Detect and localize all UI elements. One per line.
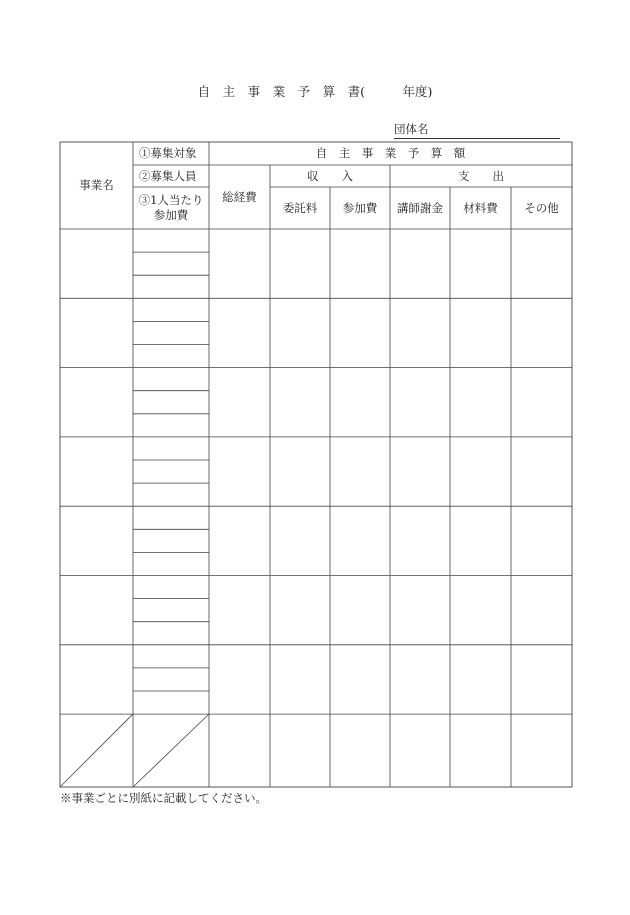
sanka-input[interactable] xyxy=(330,645,390,714)
sonota-input[interactable] xyxy=(511,576,572,645)
total-cost-input[interactable] xyxy=(209,645,270,714)
total-cost-input[interactable] xyxy=(209,576,270,645)
page-title: 自 主 事 業 予 算 書( 年度) xyxy=(197,84,433,99)
project-name-input[interactable] xyxy=(60,368,133,437)
total-cost-input[interactable] xyxy=(209,437,270,506)
per-person-fee-input[interactable] xyxy=(133,345,209,368)
koshi-input[interactable] xyxy=(390,368,450,437)
project-name-input[interactable] xyxy=(60,229,133,298)
project-name-input[interactable] xyxy=(60,645,133,714)
itaku-input[interactable] xyxy=(270,506,330,575)
per-person-fee-input[interactable] xyxy=(133,275,209,298)
koshi-input[interactable] xyxy=(390,506,450,575)
header-recruit-count: ②募集人員 xyxy=(139,168,197,183)
project-name-input[interactable] xyxy=(60,506,133,575)
sonota-input[interactable] xyxy=(511,645,572,714)
recruit-count-input[interactable] xyxy=(133,668,209,691)
koshi-input[interactable] xyxy=(390,645,450,714)
zairyo-input[interactable] xyxy=(450,298,511,367)
itaku-input[interactable] xyxy=(270,368,330,437)
recruit-count-input[interactable] xyxy=(133,599,209,622)
zairyo-input[interactable] xyxy=(450,368,511,437)
sonota-input[interactable] xyxy=(511,437,572,506)
sanka-input[interactable] xyxy=(330,368,390,437)
zairyo-input[interactable] xyxy=(450,645,511,714)
recruit-target-input[interactable] xyxy=(133,229,209,252)
organization-name-field[interactable]: 団体名 xyxy=(394,121,560,139)
recruit-target-input[interactable] xyxy=(133,506,209,529)
per-person-fee-input[interactable] xyxy=(133,622,209,645)
recruit-count-input[interactable] xyxy=(133,529,209,552)
header-expense: 支 出 xyxy=(458,168,504,183)
project-name-input[interactable] xyxy=(60,298,133,367)
header-project-name: 事業名 xyxy=(79,178,114,192)
itaku-input[interactable] xyxy=(270,229,330,298)
diagonal-project xyxy=(60,714,133,787)
header-per-person-fee: ③1人当たり 参加費 xyxy=(138,193,204,222)
footnote: ※事業ごとに別紙に記載してください。 xyxy=(60,791,267,805)
header-income-itaku: 委託料 xyxy=(282,200,318,215)
total-cost-input[interactable] xyxy=(209,506,270,575)
header-income-sanka: 参加費 xyxy=(342,200,378,215)
recruit-target-input[interactable] xyxy=(133,576,209,599)
zairyo-input[interactable] xyxy=(450,506,511,575)
zairyo-input[interactable] xyxy=(450,576,511,645)
per-person-fee-input[interactable] xyxy=(133,552,209,575)
diagonal-recruit xyxy=(133,714,209,787)
sonota-input[interactable] xyxy=(511,229,572,298)
header-expense-zairyo: 材料費 xyxy=(463,200,498,215)
koshi-input[interactable] xyxy=(390,298,450,367)
itaku-input[interactable] xyxy=(270,576,330,645)
recruit-target-input[interactable] xyxy=(133,645,209,668)
sanka-input[interactable] xyxy=(330,437,390,506)
itaku-input[interactable] xyxy=(270,437,330,506)
per-person-fee-input[interactable] xyxy=(133,414,209,437)
sanka-input[interactable] xyxy=(330,298,390,367)
sonota-input[interactable] xyxy=(511,506,572,575)
recruit-target-input[interactable] xyxy=(133,437,209,460)
recruit-count-input[interactable] xyxy=(133,460,209,483)
sanka-input[interactable] xyxy=(330,506,390,575)
sonota-input[interactable] xyxy=(511,368,572,437)
total-cost-input[interactable] xyxy=(209,229,270,298)
header-budget-amount: 自 主 事 業 予 算 額 xyxy=(315,146,466,160)
itaku-input[interactable] xyxy=(270,298,330,367)
koshi-input[interactable] xyxy=(390,576,450,645)
sonota-input[interactable] xyxy=(511,298,572,367)
per-person-fee-input[interactable] xyxy=(133,483,209,506)
zairyo-input[interactable] xyxy=(450,437,511,506)
header-recruit-target: ①募集対象 xyxy=(139,146,197,160)
zairyo-input[interactable] xyxy=(450,229,511,298)
per-person-fee-input[interactable] xyxy=(133,691,209,714)
recruit-target-input[interactable] xyxy=(133,298,209,321)
itaku-input[interactable] xyxy=(270,645,330,714)
header-expense-koshi: 講師謝金 xyxy=(397,200,443,215)
sanka-input[interactable] xyxy=(330,576,390,645)
project-name-input[interactable] xyxy=(60,576,133,645)
header-income: 収 入 xyxy=(307,168,353,183)
total-cost-input[interactable] xyxy=(209,298,270,367)
koshi-input[interactable] xyxy=(390,229,450,298)
header-expense-sonota: その他 xyxy=(524,200,559,215)
total-cost-input[interactable] xyxy=(209,368,270,437)
recruit-count-input[interactable] xyxy=(133,391,209,414)
koshi-input[interactable] xyxy=(390,437,450,506)
sanka-input[interactable] xyxy=(330,229,390,298)
recruit-count-input[interactable] xyxy=(133,321,209,344)
project-name-input[interactable] xyxy=(60,437,133,506)
recruit-target-input[interactable] xyxy=(133,368,209,391)
recruit-count-input[interactable] xyxy=(133,252,209,275)
header-total-cost: 総経費 xyxy=(222,189,257,204)
